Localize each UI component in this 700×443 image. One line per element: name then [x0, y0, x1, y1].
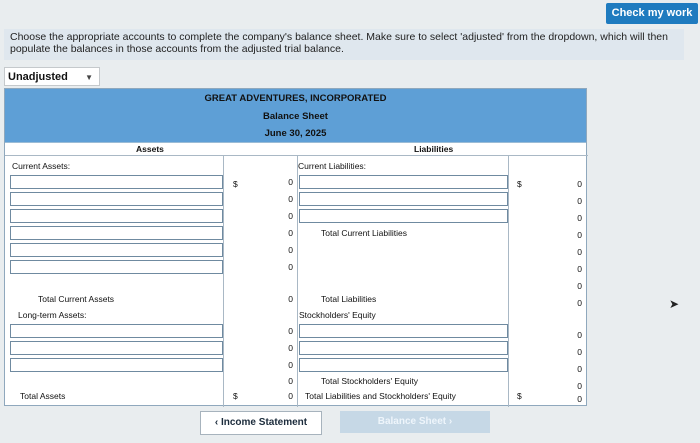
total-liabilities-label: Total Liabilities: [321, 294, 377, 304]
equity-account-input[interactable]: [299, 358, 508, 372]
current-liability-account-input[interactable]: [299, 192, 508, 206]
current-liability-account-input[interactable]: [299, 209, 508, 223]
amount-value: 0: [577, 330, 582, 340]
current-assets-label: Current Assets:: [12, 161, 71, 171]
current-liability-account-input[interactable]: [299, 175, 508, 189]
prev-tab-label: Income Statement: [220, 417, 308, 428]
amount-value: 0: [288, 228, 293, 238]
current-asset-account-input[interactable]: [10, 243, 223, 257]
total-current-assets-value: 0: [288, 294, 293, 304]
equity-account-input[interactable]: [299, 341, 508, 355]
assets-header: Assets: [136, 144, 164, 154]
amount-value: 0: [288, 262, 293, 272]
total-current-liabilities-label: Total Current Liabilities: [321, 228, 407, 238]
prev-tab-button[interactable]: [200, 411, 322, 435]
total-stockholders-equity-label: Total Stockholders' Equity: [321, 376, 419, 386]
amount-value: 0: [577, 196, 582, 206]
long-term-assets-label: Long-term Assets:: [18, 310, 87, 320]
long-term-asset-account-input[interactable]: [10, 358, 223, 372]
amount-value: 0: [288, 360, 293, 370]
total-stockholders-equity-value: 0: [577, 381, 582, 391]
trial-balance-dropdown[interactable]: [4, 67, 100, 86]
amount-value: 0: [577, 213, 582, 223]
dollar-sign: $: [233, 179, 238, 189]
amount-value: 0: [577, 230, 582, 240]
liabilities-header: Liabilities: [414, 144, 454, 154]
current-asset-account-input[interactable]: [10, 192, 223, 206]
dropdown-value: Unadjusted: [8, 71, 68, 83]
amount-value: 0: [577, 364, 582, 374]
amount-value: 0: [577, 347, 582, 357]
total-current-assets-label: Total Current Assets: [38, 294, 115, 304]
amount-value: 0: [577, 179, 582, 189]
amount-value: 0: [288, 194, 293, 204]
amount-value: 0: [288, 326, 293, 336]
current-liabilities-label: Current Liabilities:: [298, 161, 367, 171]
long-term-asset-account-input[interactable]: [10, 341, 223, 355]
long-term-asset-account-input[interactable]: [10, 324, 223, 338]
amount-value: 0: [288, 245, 293, 255]
amount-value: 0: [577, 264, 582, 274]
current-asset-account-input[interactable]: [10, 175, 223, 189]
current-asset-account-input[interactable]: [10, 209, 223, 223]
amount-value: 0: [288, 177, 293, 187]
company-name: GREAT ADVENTURES, INCORPORATED: [5, 89, 586, 109]
dollar-sign: $: [517, 179, 522, 189]
amount-value: 0: [288, 211, 293, 221]
instructions-text: Choose the appropriate accounts to complete the company's balance sheet. Make sure to select 'adjusted' from the dropdown, which will then populate the balances in those accounts from the adjusted trial balance.: [4, 29, 684, 60]
total-liabilities-value: 0: [577, 298, 582, 308]
amount-value: 0: [577, 281, 582, 291]
current-asset-account-input[interactable]: [10, 226, 223, 240]
equity-account-input[interactable]: [299, 324, 508, 338]
total-assets-value: 0: [288, 391, 293, 401]
chevron-down-icon: ▼: [85, 73, 93, 82]
current-asset-account-input[interactable]: [10, 260, 223, 274]
chevron-left-icon: ‹: [214, 417, 221, 428]
total-assets-label: Total Assets: [20, 391, 66, 401]
dollar-sign: $: [233, 391, 238, 401]
stockholders-equity-label: Stockholders' Equity: [299, 310, 376, 320]
amount-value: 0: [288, 376, 293, 386]
balance-sheet-table: [4, 88, 587, 406]
amount-value: 0: [577, 247, 582, 257]
amount-value: 0: [288, 343, 293, 353]
total-liabilities-equity-label: Total Liabilities and Stockholders' Equity: [305, 391, 456, 401]
chevron-right-icon: ›: [446, 416, 453, 427]
statement-date: June 30, 2025: [5, 125, 586, 143]
total-liabilities-equity-value: 0: [577, 394, 582, 404]
check-my-work-button[interactable]: Check my work: [606, 3, 698, 24]
next-tab-label: Balance Sheet: [377, 416, 447, 427]
dollar-sign: $: [517, 391, 522, 401]
mouse-cursor-icon: ➤: [669, 297, 680, 311]
statement-title: Balance Sheet: [5, 108, 586, 126]
next-tab-button[interactable]: [340, 411, 490, 433]
